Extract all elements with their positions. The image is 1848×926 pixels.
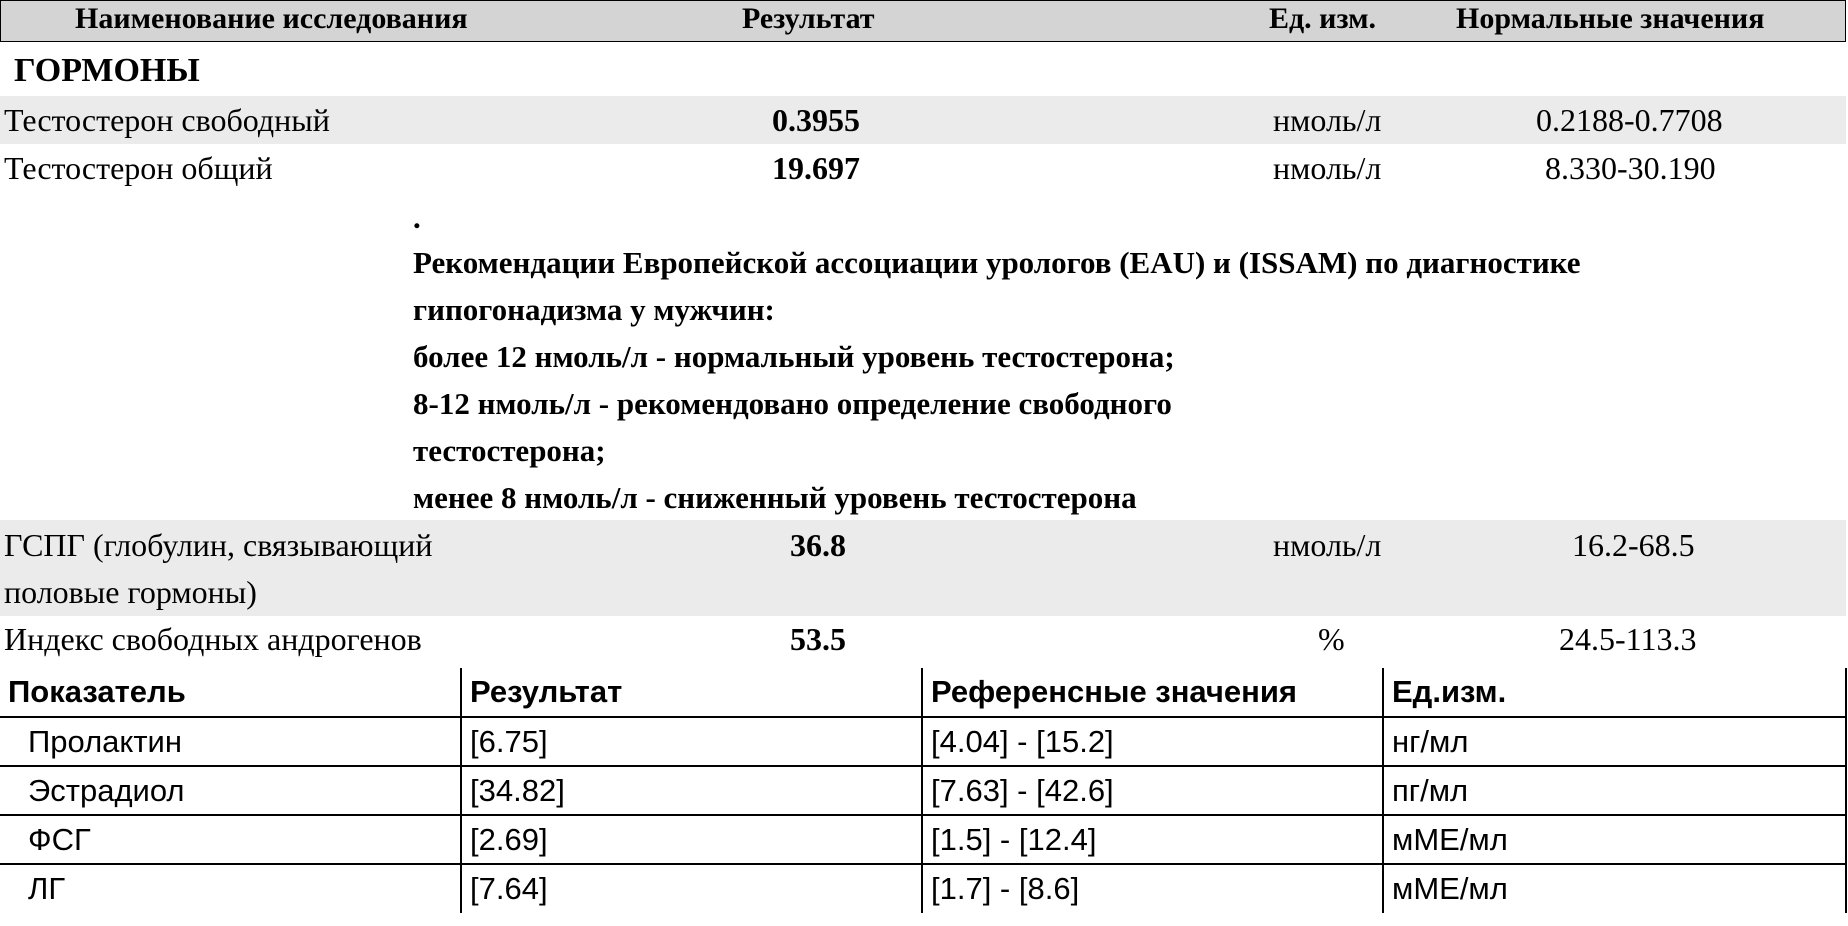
row-result: 36.8 — [790, 527, 846, 563]
note-dot: . — [413, 200, 421, 235]
table-row — [0, 717, 1846, 766]
cell-result: [34.82] — [461, 766, 922, 815]
col-header-reference: Референсные значения — [922, 668, 1383, 717]
note-line: Рекомендации Европейской ассоциации урологов (EAU) и (ISSAM) по диагностике — [413, 245, 1581, 280]
col-header-indicator: Показатель — [0, 668, 461, 717]
row-unit: нмоль/л — [1273, 150, 1382, 186]
results-header — [0, 0, 1846, 42]
table-row — [0, 864, 1846, 913]
col-header-unit: Ед.изм. — [1383, 668, 1846, 717]
cell-unit: нг/мл — [1383, 717, 1846, 766]
header-unit: Ед. изм. — [1269, 2, 1377, 35]
cell-result: [7.64] — [461, 864, 922, 913]
note-line: более 12 нмоль/л - нормальный уровень тестостерона; — [413, 339, 1175, 374]
header-result: Результат — [742, 2, 875, 35]
note-line: гипогонадизма у мужчин: — [413, 292, 775, 327]
hormone-table — [0, 668, 1847, 913]
row-unit: нмоль/л — [1273, 527, 1382, 563]
cell-reference: [7.63] - [42.6] — [922, 766, 1383, 815]
cell-indicator: ФСГ — [0, 815, 461, 864]
row-result: 19.697 — [772, 150, 860, 186]
section-title: ГОРМОНЫ — [14, 52, 200, 89]
cell-reference: [4.04] - [15.2] — [922, 717, 1383, 766]
table-row — [0, 815, 1846, 864]
row-norm: 8.330-30.190 — [1545, 150, 1716, 186]
cell-reference: [1.7] - [8.6] — [922, 864, 1383, 913]
row-name: ГСПГ (глобулин, связывающий — [4, 527, 433, 563]
cell-unit: мМЕ/мл — [1383, 864, 1846, 913]
cell-reference: [1.5] - [12.4] — [922, 815, 1383, 864]
row-result: 0.3955 — [772, 102, 860, 138]
note-line: 8-12 нмоль/л - рекомендовано определение свободного — [413, 386, 1172, 421]
row-unit: % — [1318, 621, 1345, 657]
cell-indicator: Пролактин — [0, 717, 461, 766]
note-line: менее 8 нмоль/л - сниженный уровень тестостерона — [413, 480, 1137, 515]
col-header-result: Результат — [461, 668, 922, 717]
row-norm: 0.2188-0.7708 — [1536, 102, 1723, 138]
table-header-row — [0, 668, 1846, 717]
cell-indicator: ЛГ — [0, 864, 461, 913]
row-name-continued: половые гормоны) — [4, 574, 257, 610]
row-norm: 24.5-113.3 — [1559, 621, 1697, 657]
table-row — [0, 766, 1846, 815]
row-unit: нмоль/л — [1273, 102, 1382, 138]
row-norm: 16.2-68.5 — [1572, 527, 1695, 563]
cell-result: [2.69] — [461, 815, 922, 864]
cell-indicator: Эстрадиол — [0, 766, 461, 815]
header-norm: Нормальные значения — [1456, 2, 1765, 35]
note-line: тестостерона; — [413, 433, 606, 468]
cell-unit: пг/мл — [1383, 766, 1846, 815]
cell-result: [6.75] — [461, 717, 922, 766]
header-name: Наименование исследования — [75, 2, 468, 35]
row-result: 53.5 — [790, 621, 846, 657]
row-name: Тестостерон общий — [4, 150, 273, 186]
row-name: Тестостерон свободный — [4, 102, 330, 138]
row-name: Индекс свободных андрогенов — [4, 621, 422, 657]
cell-unit: мМЕ/мл — [1383, 815, 1846, 864]
